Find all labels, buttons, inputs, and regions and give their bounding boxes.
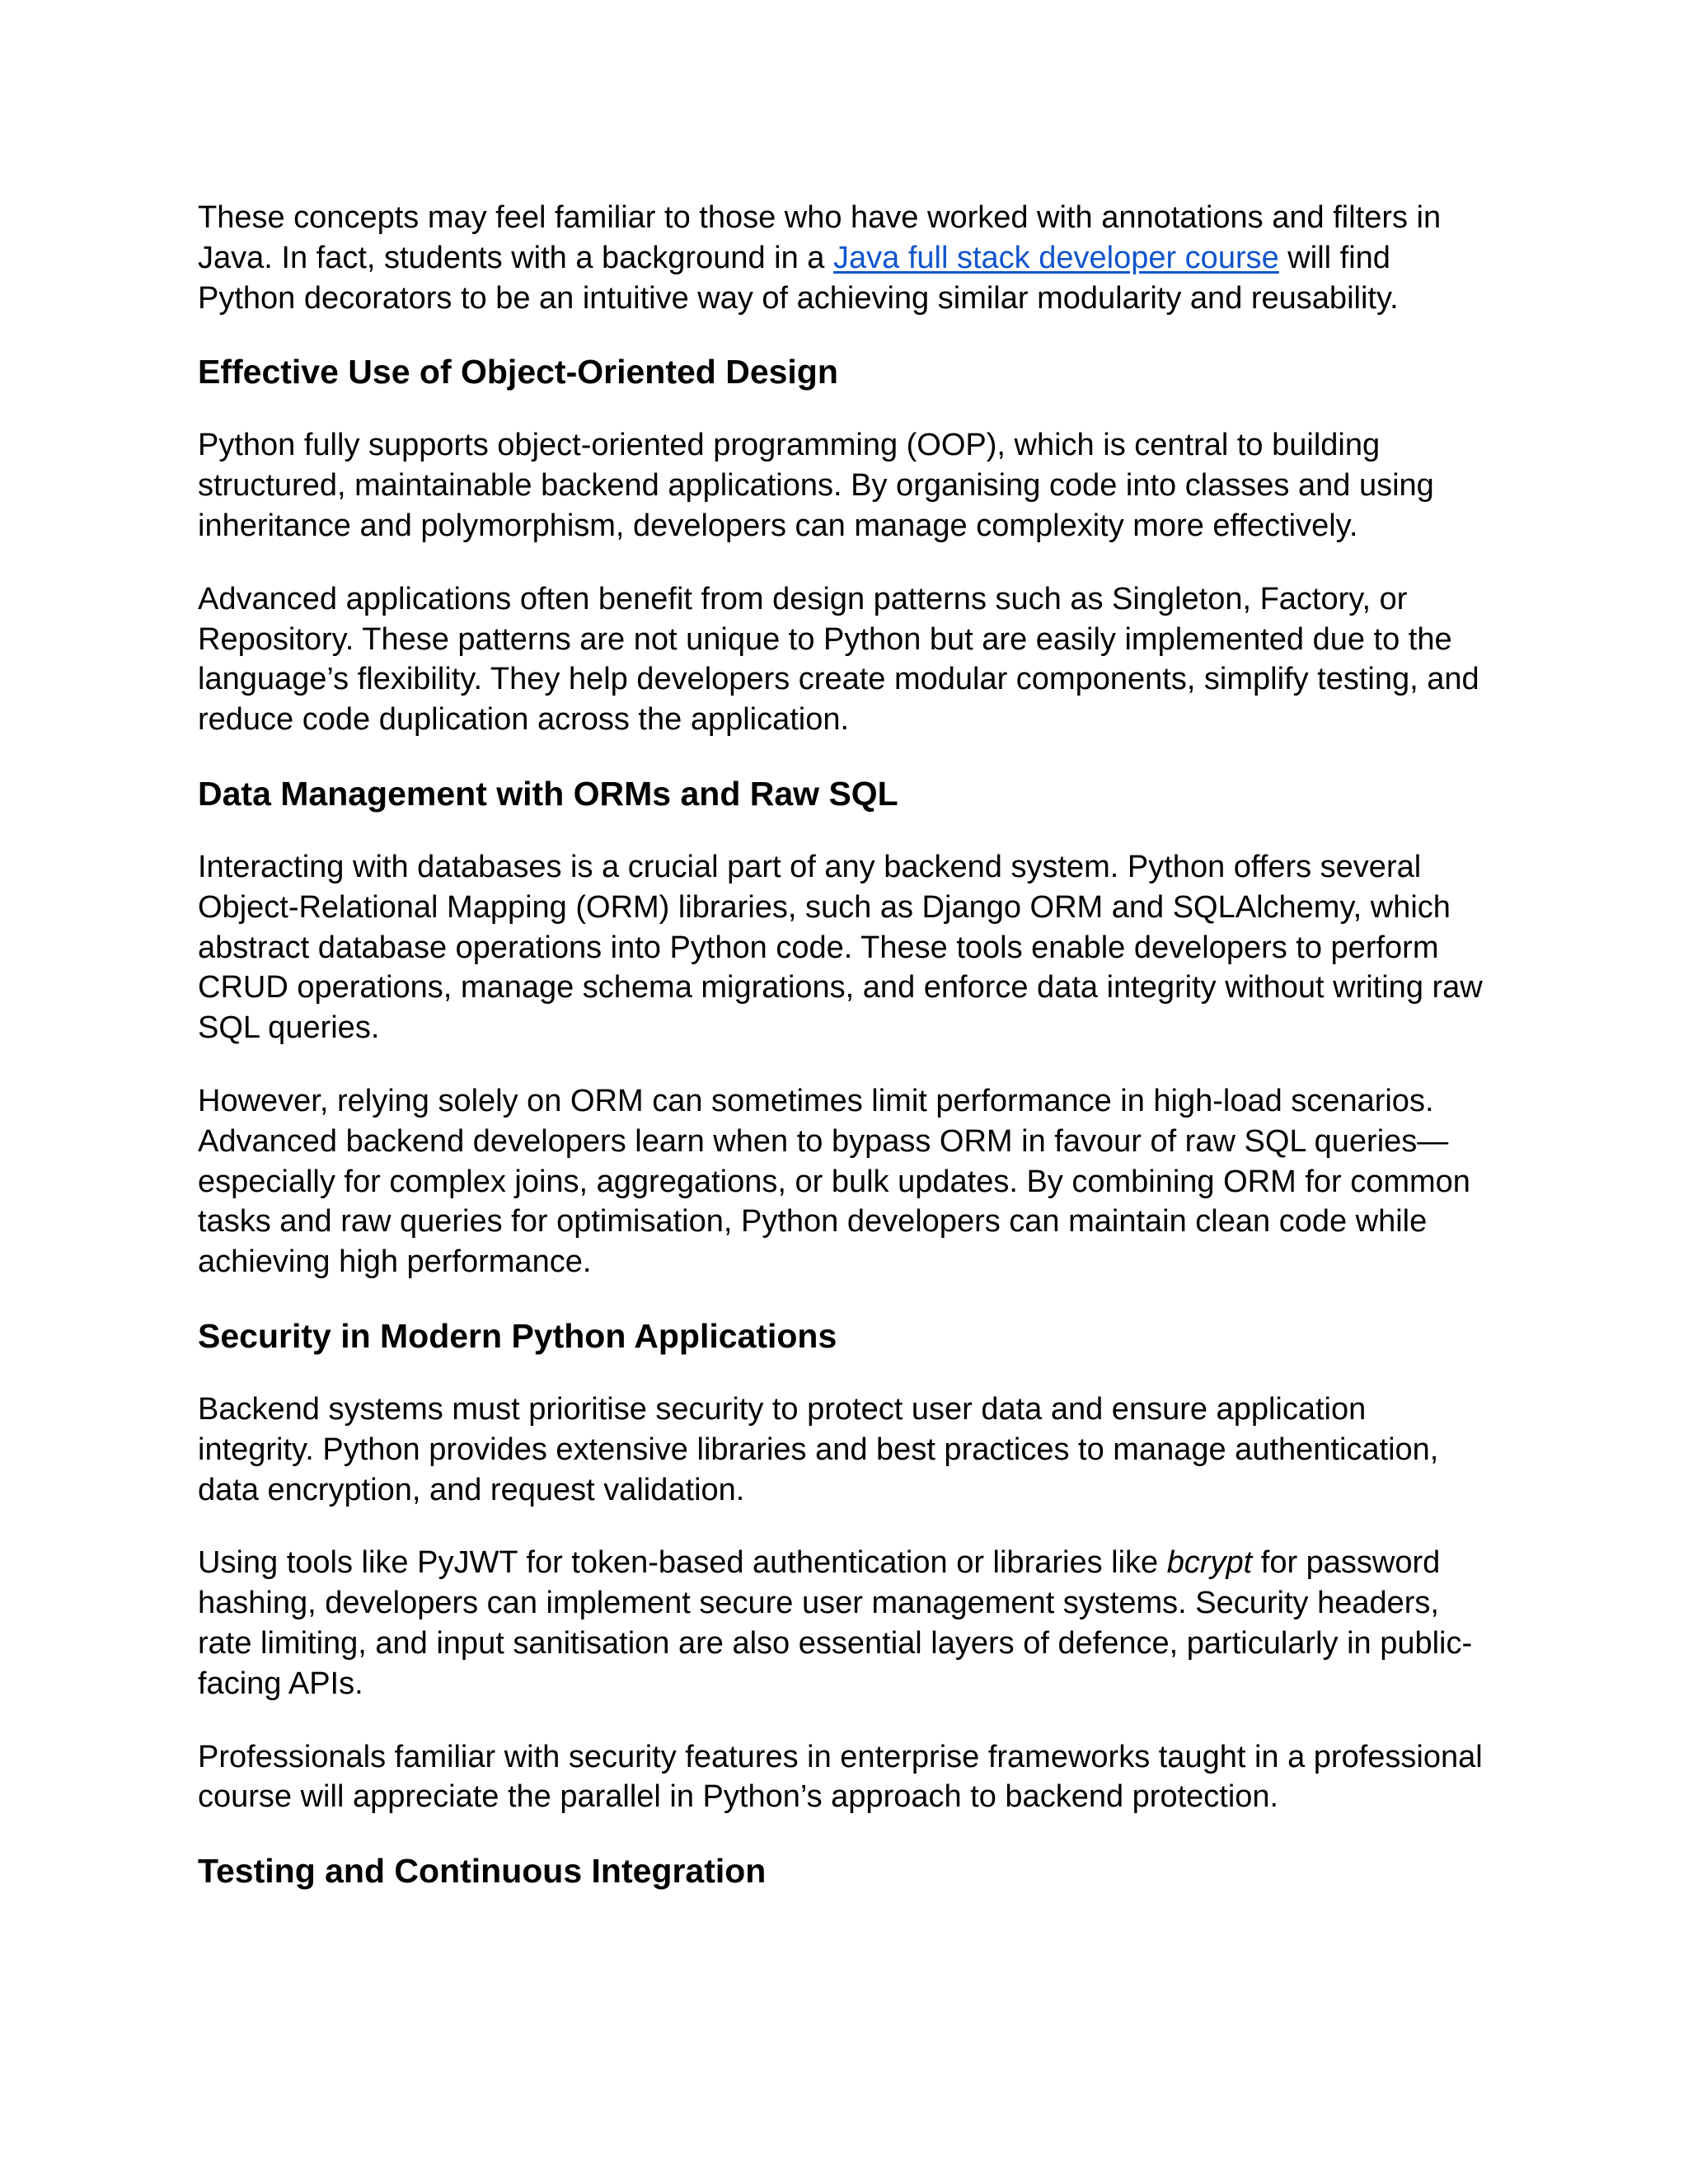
heading-data-management: Data Management with ORMs and Raw SQL xyxy=(198,774,898,813)
heading-security: Security in Modern Python Applications xyxy=(198,1316,837,1355)
paragraph-text: for password hashing, developers can implement secure user management systems. Security headers, rate limiting, and input sanitisation are also essential layers of defence, particularly in public-facing APIs. xyxy=(198,1545,1473,1701)
paragraph-text: Using tools like PyJWT for token-based authentication or libraries like xyxy=(198,1545,1167,1581)
heading-testing-ci: Testing and Continuous Integration xyxy=(198,1852,767,1891)
paragraph-text: will find Python decorators to be an intuitive way of achieving similar modularity and reusability. xyxy=(198,240,1399,316)
paragraph-raw-sql: However, relying solely on ORM can sometimes limit performance in high-load scenarios. Advanced backend developers learn when to bypass ORM in favour of raw SQL queries—especially for complex joins, aggregations, or bulk updates. By combining ORM for common tasks and raw queries for optimisation, Python developers can maintain clean code while achieving high performance. xyxy=(198,1083,1470,1280)
java-full-stack-course-link[interactable]: Java full stack developer course xyxy=(833,240,1279,275)
paragraph-orm-libraries: Interacting with databases is a crucial part of any backend system. Python offers several Object-Relational Mapping (ORM) libraries, such as Django ORM and SQLAlchemy, which abstract database operations into Python code. These tools enable developers to perform CRUD operations, manage schema migrations, and enforce data integrity without writing raw SQL queries. xyxy=(198,849,1483,1046)
paragraph-text: These concepts may feel familiar to those who have worked with annotations and filters in Java. In fact, students with a background in a xyxy=(198,200,1442,275)
document-page xyxy=(198,198,1484,1924)
paragraph-decorators-intro xyxy=(198,198,1484,318)
paragraph-design-patterns: Advanced applications often benefit from design patterns such as Singleton, Factory, or Repository. These patterns are not unique to Python but are easily implemented due to the language’s flexibility. They help developers create modular components, simplify testing, and reduce code duplication across the application. xyxy=(198,581,1479,738)
paragraph-oop-support: Python fully supports object-oriented programming (OOP), which is central to building structured, maintainable backend applications. By organising code into classes and using inheritance and polymorphism, developers can manage complexity more effectively. xyxy=(198,428,1434,543)
paragraph-security-priority: Backend systems must prioritise security to protect user data and ensure application integrity. Python provides extensive libraries and best practices to manage authentication, data encryption, and request validation. xyxy=(198,1391,1439,1507)
paragraph-security-parallel: Professionals familiar with security features in enterprise frameworks taught in a professional course will appreciate the parallel in Python’s approach to backend protection. xyxy=(198,1739,1483,1815)
heading-object-oriented-design: Effective Use of Object-Oriented Design xyxy=(198,353,838,391)
bcrypt-emphasis: bcrypt xyxy=(1166,1545,1253,1581)
paragraph-security-tools xyxy=(198,1543,1484,1704)
